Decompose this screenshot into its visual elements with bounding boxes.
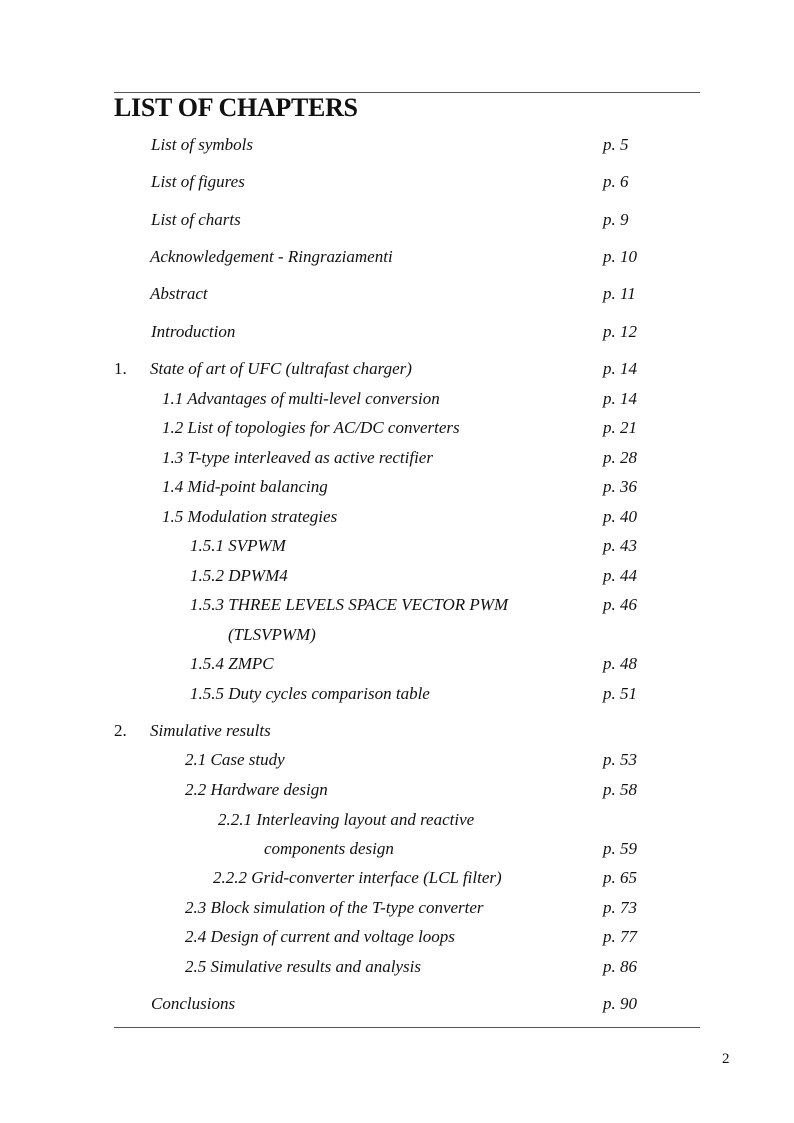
toc-entry-page: p. 40 xyxy=(603,507,637,526)
toc-entry xyxy=(0,991,794,1017)
toc-entry xyxy=(0,474,794,500)
toc-entry-text: 1.1 Advantages of multi-level conversion xyxy=(162,389,440,408)
toc-entry-text: 2.2 Hardware design xyxy=(185,780,328,799)
toc-entry-text: List of figures xyxy=(151,172,245,191)
page-title: LIST OF CHAPTERS xyxy=(114,93,358,122)
toc-entry-page: p. 28 xyxy=(603,448,637,467)
toc-entry-page: p. 9 xyxy=(603,210,629,229)
toc-entry-text: 2.2.1 Interleaving layout and reactive xyxy=(218,810,475,829)
toc-entry-text: 2.3 Block simulation of the T-type converter xyxy=(185,898,484,917)
toc-entry-text: List of charts xyxy=(151,210,241,229)
toc-entry-page: p. 10 xyxy=(603,247,637,266)
toc-entry xyxy=(0,207,794,233)
toc-entry xyxy=(0,592,794,618)
toc-entry-text: 1.5.4 ZMPC xyxy=(190,654,274,673)
toc-entry-page: p. 51 xyxy=(603,684,637,703)
toc-entry-page: p. 14 xyxy=(603,359,637,378)
toc-entry xyxy=(0,651,794,677)
toc-entry-page: p. 14 xyxy=(603,389,637,408)
toc-entry-continuation xyxy=(0,622,794,648)
toc-entry xyxy=(0,386,794,412)
toc-entry-page: p. 59 xyxy=(603,839,637,858)
toc-entry-page: p. 77 xyxy=(603,927,637,946)
toc-chapter-entry xyxy=(0,356,794,382)
bottom-rule xyxy=(114,1027,700,1028)
toc-entry-page: p. 46 xyxy=(603,595,637,614)
toc-entry-text: 1.5.5 Duty cycles comparison table xyxy=(190,684,430,703)
toc-entry-page: p. 73 xyxy=(603,898,637,917)
toc-entry-text: 2.1 Case study xyxy=(185,750,285,769)
toc-entry-page: p. 65 xyxy=(603,868,637,887)
toc-entry xyxy=(0,244,794,270)
toc-entry-continuation xyxy=(0,836,794,862)
toc-entry xyxy=(0,777,794,803)
toc-entry-page: p. 86 xyxy=(603,957,637,976)
toc-entry-page: p. 11 xyxy=(603,284,636,303)
toc-entry-page: p. 53 xyxy=(603,750,637,769)
toc-entry xyxy=(0,533,794,559)
toc-entry-text: 1.5 Modulation strategies xyxy=(162,507,338,526)
toc-entry-page: p. 43 xyxy=(603,536,637,555)
toc-entry-text: State of art of UFC (ultrafast charger) xyxy=(150,359,412,378)
toc-entry-text: 1.5.1 SVPWM xyxy=(190,536,286,555)
chapter-number: 2. xyxy=(114,721,127,740)
toc-entry-text: 2.5 Simulative results and analysis xyxy=(185,957,421,976)
toc-entry-page: p. 21 xyxy=(603,418,637,437)
toc-entry-text: (TLSVPWM) xyxy=(228,625,316,644)
toc-entry-text: 1.2 List of topologies for AC/DC converters xyxy=(162,418,460,437)
toc-entry-text: 1.5.3 THREE LEVELS SPACE VECTOR PWM xyxy=(190,595,509,614)
toc-entry-text: 2.4 Design of current and voltage loops xyxy=(185,927,455,946)
toc-entry xyxy=(0,445,794,471)
toc-entry xyxy=(0,563,794,589)
toc-entry xyxy=(0,865,794,891)
toc-entry-text: Conclusions xyxy=(151,994,236,1013)
page-number: 2 xyxy=(722,1051,730,1067)
toc-entry xyxy=(0,415,794,441)
toc-entry-text: Acknowledgement - Ringraziamenti xyxy=(150,247,393,266)
toc-entry-text: List of symbols xyxy=(151,135,254,154)
toc-entry-page: p. 5 xyxy=(603,135,629,154)
toc-entry-text: 1.5.2 DPWM4 xyxy=(190,566,288,585)
toc-entry-text: Abstract xyxy=(150,284,208,303)
toc-entry xyxy=(0,681,794,707)
toc-entry xyxy=(0,924,794,950)
toc-entry-page: p. 36 xyxy=(603,477,637,496)
toc-entry-page: p. 12 xyxy=(603,322,637,341)
toc-entry-text: 1.4 Mid-point balancing xyxy=(162,477,328,496)
toc-entry-page: p. 44 xyxy=(603,566,637,585)
toc-entry xyxy=(0,504,794,530)
toc-entry-text: Simulative results xyxy=(150,721,271,740)
toc-entry xyxy=(0,169,794,195)
chapter-number: 1. xyxy=(114,359,127,378)
toc-entry-page: p. 58 xyxy=(603,780,637,799)
toc-entry xyxy=(0,954,794,980)
toc-entry-text: Introduction xyxy=(151,322,236,341)
toc-entry-page: p. 90 xyxy=(603,994,637,1013)
toc-entry xyxy=(0,319,794,345)
toc-entry-text: components design xyxy=(264,839,394,858)
toc-entry xyxy=(0,132,794,158)
toc-entry xyxy=(0,281,794,307)
toc-entry-page: p. 6 xyxy=(603,172,629,191)
toc-chapter-entry xyxy=(0,718,794,744)
toc-entry xyxy=(0,807,794,833)
toc-entry-text: 1.3 T-type interleaved as active rectifier xyxy=(162,448,433,467)
toc-entry xyxy=(0,895,794,921)
toc-entry-page: p. 48 xyxy=(603,654,637,673)
toc-entry xyxy=(0,747,794,773)
toc-entry-text: 2.2.2 Grid-converter interface (LCL filter) xyxy=(213,868,502,887)
